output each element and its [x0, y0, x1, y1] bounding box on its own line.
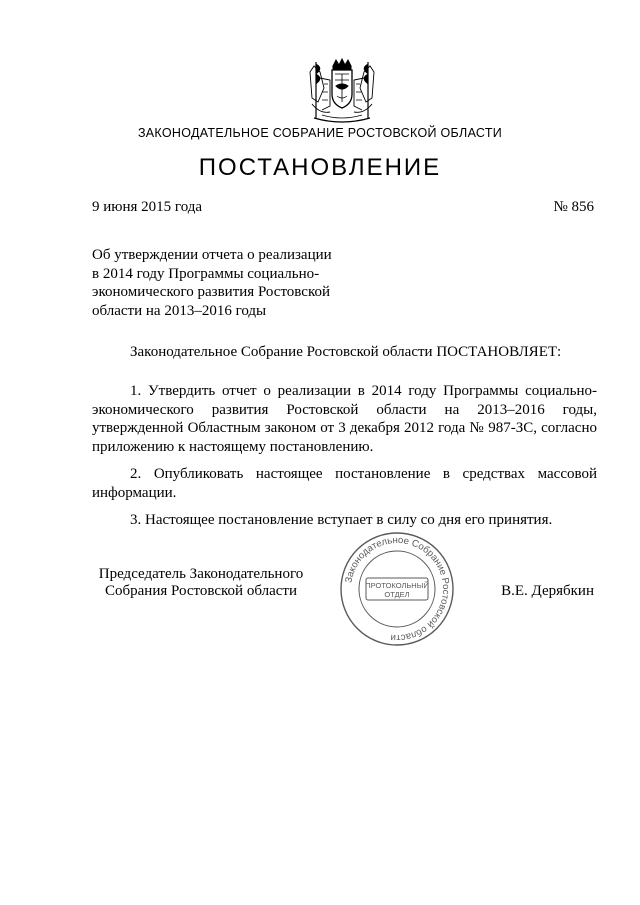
subject-line: области на 2013–2016 годы: [92, 302, 267, 319]
resolution-item: 1. Утвердить отчет о реализации в 2014 году Программы социально-экономического развития Ростовской области на 2013–2016 годы, утвержденной Областным законом от 3 декабря 2012 года № 987-ЗС, согласно приложению к настоящему постановлению.: [92, 383, 597, 455]
signatory-name: В.Е. Дерябкин: [501, 583, 594, 599]
resolution-item: 2. Опубликовать настоящее постановление в средствах массовой информации.: [92, 466, 597, 501]
signatory-position-line: Собрания Ростовской области: [105, 583, 297, 599]
decree-statement: Законодательное Собрание Ростовской области ПОСТАНОВЛЯЕТ:: [130, 344, 562, 360]
resolution-item: 3. Настоящее постановление вступает в силу со дня его принятия.: [130, 512, 553, 528]
document-subject: [92, 246, 342, 320]
official-stamp: [338, 530, 456, 648]
signatory-position-line: Председатель Законодательного: [98, 566, 304, 582]
document-date: 9 июня 2015 года: [92, 199, 203, 215]
subject-line: в 2014 году Программы социально-: [92, 265, 320, 282]
signatory-position: [86, 566, 316, 600]
subject-line: Об утверждении отчета о реализации: [92, 247, 332, 263]
stamp-center-line: ОТДЕЛ: [384, 590, 410, 599]
subject-line: экономического развития Ростовской: [92, 284, 331, 300]
coat-of-arms-icon: [302, 58, 382, 124]
document-number: № 856: [553, 199, 594, 215]
document-type-title: ПОСТАНОВЛЕНИЕ: [198, 154, 442, 181]
stamp-center-line: ПРОТОКОЛЬНЫЙ: [365, 581, 429, 590]
resolution-items: [92, 382, 597, 539]
organization-name: ЗАКОНОДАТЕЛЬНОЕ СОБРАНИЕ РОСТОВСКОЙ ОБЛАСТИ: [137, 126, 503, 140]
stamp-ring-text: Законодательное Собрание Ростовской области: [343, 534, 452, 644]
